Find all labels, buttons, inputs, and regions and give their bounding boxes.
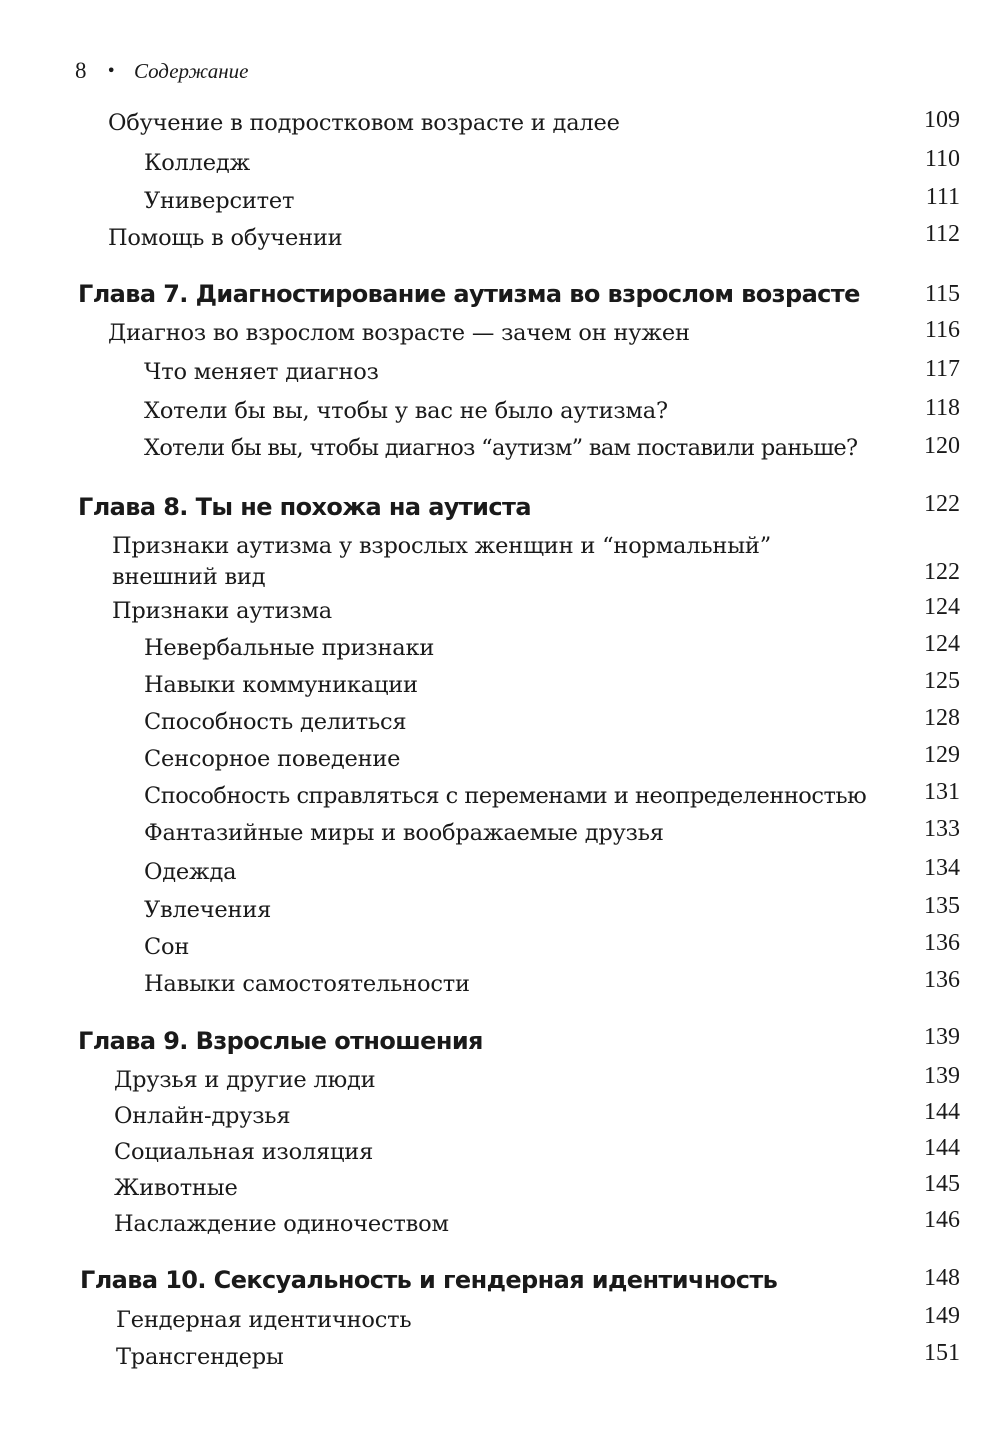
toc-entry-title: Обучение в подростковом возрасте и далее: [108, 110, 620, 136]
section-title: Содержание: [133, 59, 249, 83]
toc-chapter-page: 115: [924, 281, 960, 307]
toc-entry-title: Сон: [144, 934, 190, 960]
toc-entry-page: 118: [924, 395, 960, 421]
toc-entry-page: 149: [924, 1303, 960, 1329]
toc-chapter-page: 148: [924, 1265, 960, 1291]
toc-entry-title: Признаки аутизма у взрослых женщин и “нормальный” внешний вид: [112, 533, 772, 590]
toc-entry-title: Диагноз во взрослом возрасте — зачем он нужен: [108, 320, 690, 346]
toc-entry-title: Трансгендеры: [116, 1344, 284, 1370]
toc-entry-title: Увлечения: [144, 897, 272, 923]
toc-entry-title: Хотели бы вы, чтобы у вас не было аутизма?: [144, 398, 668, 424]
toc-chapter-page: 139: [924, 1024, 960, 1050]
toc-chapter-title: Глава 8. Ты не похожа на аутиста: [78, 493, 531, 521]
toc-entry-title: Друзья и другие люди: [114, 1067, 376, 1093]
toc-entry-title: Хотели бы вы, чтобы диагноз “аутизм” вам поставили раньше?: [144, 435, 858, 461]
toc-entry-page: 134: [924, 855, 960, 881]
toc-entry-title: Животные: [114, 1175, 238, 1201]
toc-entry-title: Наслаждение одиночеством: [114, 1211, 449, 1237]
toc-entry-title: Невербальные признаки: [144, 635, 435, 661]
toc-entry-page: 120: [924, 433, 960, 459]
toc-entry-title: Фантазийные миры и воображаемые друзья: [144, 820, 664, 846]
toc-entry-page: 122: [924, 559, 960, 585]
toc-entry-title: Социальная изоляция: [114, 1139, 374, 1165]
toc-entry-page: 125: [924, 668, 960, 694]
bullet-separator: •: [106, 61, 116, 80]
toc-entry-title: Способность делиться: [144, 709, 407, 735]
toc-entry-title: Навыки самостоятельности: [144, 971, 470, 997]
toc-entry-page: 112: [924, 221, 960, 247]
toc-entry-title: Признаки аутизма: [112, 598, 332, 624]
toc-entry-page: 136: [924, 967, 960, 993]
toc-chapter-title: Глава 9. Взрослые отношения: [78, 1027, 483, 1055]
toc-entry-title: Онлайн-друзья: [114, 1103, 291, 1129]
toc-chapter-page: 122: [924, 491, 960, 517]
toc-entry-page: 110: [924, 146, 960, 172]
toc-entry-title: Гендерная идентичность: [116, 1307, 412, 1333]
toc-entry-page: 135: [924, 893, 960, 919]
toc-entry-title: Что меняет диагноз: [144, 359, 379, 385]
toc-entry-page: 124: [924, 631, 960, 657]
toc-entry-page: 131: [924, 779, 960, 805]
toc-entry-page: 129: [924, 742, 960, 768]
toc-chapter-title: Глава 10. Сексуальность и гендерная идентичность: [80, 1266, 778, 1294]
toc-entry-title: Помощь в обучении: [108, 225, 343, 251]
toc-entry-page: 133: [924, 816, 960, 842]
running-header: [75, 58, 248, 84]
toc-chapter-title: Глава 7. Диагностирование аутизма во взрослом возрасте: [78, 280, 860, 308]
toc-entry-title: Одежда: [144, 859, 237, 885]
toc-entry-title: Колледж: [144, 150, 251, 176]
toc-entry-page: 116: [924, 317, 960, 343]
toc-entry-page: 146: [924, 1207, 960, 1233]
toc-entry-title: Университет: [144, 188, 295, 214]
toc-entry-page: 136: [924, 930, 960, 956]
toc-entry-page: 124: [924, 594, 960, 620]
toc-entry-page: 128: [924, 705, 960, 731]
toc-entry-page: 151: [924, 1340, 960, 1366]
toc-entry-page: 111: [925, 184, 960, 210]
toc-entry-page: 139: [924, 1063, 960, 1089]
toc-entry-title: Способность справляться с переменами и неопределенностью: [144, 783, 867, 809]
toc-entry-page: 117: [924, 356, 960, 382]
toc-entry-page: 144: [924, 1099, 960, 1125]
toc-entry-page: 109: [924, 107, 960, 133]
toc-entry-title: Навыки коммуникации: [144, 672, 418, 698]
page-number: 8: [75, 58, 87, 83]
toc-entry-page: 144: [924, 1135, 960, 1161]
toc-entry-title: Сенсорное поведение: [144, 746, 401, 772]
toc-entry-page: 145: [924, 1171, 960, 1197]
